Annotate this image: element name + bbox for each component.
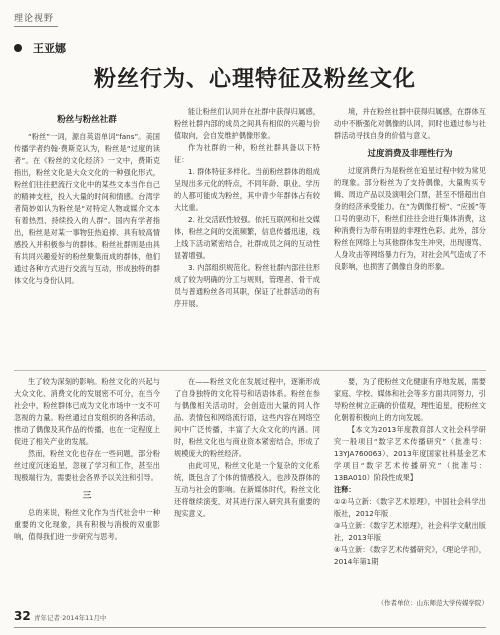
note-item: ①②马立新：《数字艺术原理》，中国社会科学出版社，2012年版 [334, 497, 486, 518]
page-number: 32 [14, 609, 31, 623]
paragraph: 然而，粉丝文化也存在一些问题，部分粉丝过度沉迷追星，忽视了学习和工作，甚至出现极端行为，需要社会各界予以关注和引导。 [14, 449, 160, 482]
paragraph: 要，为了使粉丝文化健康有序地发展，需要家庭、学校、媒体和社会等多方面共同努力，引导粉丝树立正确的价值观，理性追星，使粉丝文化朝着积极向上的方向发展。 [334, 377, 486, 422]
column-1-bottom [14, 376, 160, 604]
column-3-top [334, 106, 486, 368]
section-divider [14, 370, 486, 371]
paragraph: 2. 社交活跃性较强。依托互联网和社交媒体，粉丝之间的交流频繁，信息传播迅速，线上线下活动紧密结合，社群成员之间的互动性显著增强。 [174, 215, 320, 260]
section-heading: 过度消费及非理性行为 [367, 149, 453, 159]
paragraph: 过度消费行为是粉丝在追星过程中较为常见的现象。部分粉丝为了支持偶像，大量购买专辑、周边产品以及演唱会门票，甚至不惜超出自身的经济承受能力。在“为偶像打榜”、“应援”等口号的驱动下，粉丝们往往会进行集体消费，这种消费行为带有明显的非理性色彩。此外，部分粉丝在网络上与其他群体发生冲突，出现谩骂、人身攻击等网络暴力行为，对社会风气造成了不良影响，也损害了偶像自身的形象。 [334, 166, 486, 271]
section-heading: 粉丝与粉丝社群 [57, 115, 117, 125]
paragraph: 境，并在粉丝社群中获得归属感，在群体互动中不断强化对偶像的认同，同时也通过参与社群活动寻找自身的价值与意义。 [334, 107, 486, 140]
paragraph: 作为社群的一种，粉丝社群具备以下特征： [174, 143, 320, 164]
article-title: 粉丝行为、心理特征及粉丝文化 [93, 67, 416, 92]
section-label: 理论视野 [14, 11, 54, 24]
paragraph: 生了较为深刻的影响。粉丝文化的兴起与大众文化、消费文化的发展密不可分，在当今社会中，粉丝群体已成为文化市场中一支不可忽视的力量。粉丝通过自发组织的各种活动，推动了偶像及其作品的传播，也在一定程度上促进了相关产业的发展。 [14, 377, 160, 446]
notes-heading: 注释： [334, 485, 356, 494]
journal-name: 青年记者·2014年11月中 [34, 614, 107, 622]
paragraph: 在——粉丝文化在发展过程中，逐渐形成了自身独特的文化符号和话语体系。粉丝在参与偶像相关活动时，会创造出大量的同人作品、表情包和网络流行语，这些内容在网络空间中广泛传播，丰富了大众文化的内涵。同时，粉丝文化也与商业资本紧密结合，形成了规模庞大的粉丝经济。 [174, 377, 320, 458]
paragraph: 1. 群体特征多样化。当前粉丝群体的组成呈现出多元化的特点，不同年龄、职业、学历的人都可能成为粉丝，其中青少年群体占有较大比重。 [174, 167, 320, 212]
note-item: ③马立新：《数字艺术原理》，社会科学文献出版社，2013年版 [334, 521, 486, 542]
author-name: 王亚娜 [33, 42, 66, 55]
note-item: ④马立新：《数字艺术传播研究》，《理论学刊》，2014年第1期 [334, 545, 486, 566]
column-2-top [174, 106, 320, 368]
section-heading: 三 [82, 491, 92, 501]
paragraph: 3. 内部组织规范化。粉丝社群内部往往形成了较为明确的分工与规则，管理者、骨干成员与普通粉丝各司其职，保证了社群活动的有序开展。 [174, 263, 320, 308]
paragraph: “粉丝”一词，源自英语单词“fans”。美国传播学者约翰·费斯克认为，粉丝是“过度的读者”。在《粉丝的文化经济》一文中，费斯克指出，粉丝文化是大众文化的一种强化形式，粉丝们往往把流行文化中的某些文本当作自己的精神支柱，投入大量的时间和情感。台湾学者简妙如认为粉丝是“对特定人物或媒介文本有着热烈、持续投入的人群”。国内有学者指出，粉丝是对某一事物狂热追捧、具有较高情感投入并积极参与的群体。粉丝社群则是由具有共同兴趣爱好的粉丝聚集而成的群体，他们通过各种方式进行交流与互动，形成独特的群体文化与身份认同。 [14, 132, 160, 285]
footer-divider [14, 627, 486, 628]
column-1-top [14, 112, 160, 368]
funding-note: 【本文为2013年度教育部人文社会科学研究一般项目“数字艺术传播研究”（批准号：13YJA760063）、2013年度国家社科基金艺术学项目“数字艺术传播研究”（批准号：13BA010）阶段性成果】 [334, 425, 486, 482]
paragraph: 能让粉丝们认同并在社群中获得归属感，粉丝社群内部的成员之间具有相似的兴趣与价值取向，会自发维护偶像形象。 [174, 107, 320, 140]
paragraph: 由此可见，粉丝文化是一个复杂的文化系统，既包含了个体的情感投入，也涉及群体的互动与社会的影响。在新媒体时代，粉丝文化还将继续演变，对其进行深入研究具有重要的现实意义。 [174, 461, 320, 518]
author-bullet-icon [14, 44, 22, 52]
author-affiliation: （作者单位：山东师范大学传媒学院） [377, 599, 488, 607]
column-2-bottom [174, 376, 320, 604]
column-3-bottom [334, 376, 486, 596]
paragraph: 总的来说，粉丝文化作为当代社会中一种重要的文化现象，具有积极与消极的双重影响，值得我们进一步研究与思考。 [14, 508, 160, 541]
